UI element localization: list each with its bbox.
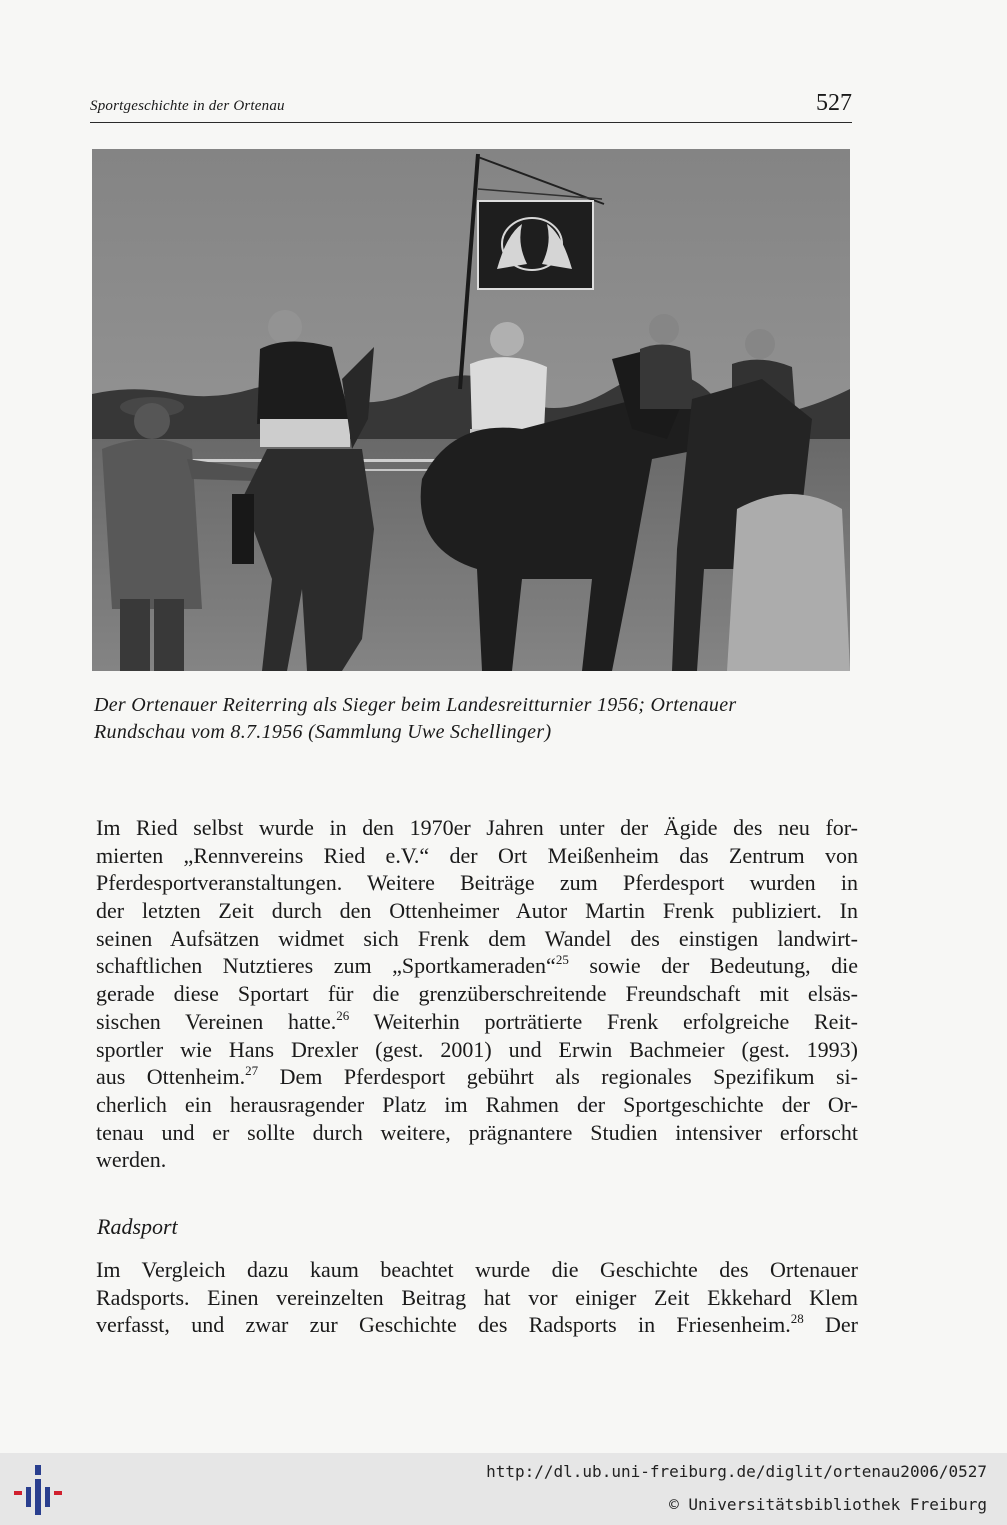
text-line: sportler wie Hans Drexler (gest. 2001) und Erwin Bachmeier (gest. 1993) (96, 1036, 858, 1062)
text-line: Pferdesportveranstaltungen. Weitere Beiträge zum Pferdesport wurden in (96, 870, 858, 896)
caption-line: Der Ortenauer Reiterring als Sieger beim Landesreitturnier 1956; Ortenauer (94, 694, 737, 716)
footnote-ref-26: 26 (336, 1007, 350, 1023)
text-line: werden. (96, 1147, 167, 1173)
riders-photo-image (92, 149, 850, 671)
text-line (96, 952, 858, 980)
text-line: tenau und er sollte durch weitere, prägnantere Studien intensiver erforscht (96, 1119, 858, 1145)
page-number: 527 (816, 90, 852, 116)
text-line (96, 1063, 858, 1091)
copyright-notice: © Universitätsbibliothek Freiburg (669, 1495, 987, 1514)
permalink-url[interactable]: http://dl.ub.uni-freiburg.de/diglit/ortenau2006/0527 (486, 1462, 987, 1481)
paragraph-radsport (96, 1256, 858, 1339)
text-line: mierten „Rennvereins Ried e.V.“ der Ort Meißenheim das Zentrum von (96, 842, 858, 868)
figure-photo (92, 149, 850, 671)
text-segment: sowie der Bedeutung, die (568, 953, 858, 979)
text-line (96, 1311, 858, 1339)
footnote-ref-27: 27 (245, 1063, 259, 1079)
running-head (90, 90, 852, 123)
text-line (96, 1008, 858, 1036)
text-line: Im Ried selbst wurde in den 1970er Jahren unter der Ägide des neu for- (96, 815, 858, 840)
footnote-ref-25: 25 (555, 952, 569, 968)
footnote-ref-28: 28 (790, 1311, 804, 1327)
text-line: Im Vergleich dazu kaum beachtet wurde die Geschichte des Ortenauer (96, 1257, 858, 1282)
text-segment: Der (803, 1312, 858, 1338)
text-segment: aus Ottenheim. (96, 1064, 246, 1090)
text-line: cherlich ein herausragender Platz im Rahmen der Sportgeschichte der Or- (96, 1091, 858, 1117)
text-segment: Dem Pferdesport gebührt als regionales Spezifikum si- (258, 1064, 858, 1090)
text-line: Radsports. Einen vereinzelten Beitrag hat vor einiger Zeit Ekkehard Klem (96, 1284, 858, 1310)
ub-freiburg-logo-icon[interactable] (12, 1465, 64, 1515)
text-segment: sischen Vereinen hatte. (96, 1008, 337, 1034)
text-line: seinen Aufsätzen widmet sich Frenk dem Wandel des einstigen landwirt- (96, 925, 858, 951)
running-title: Sportgeschichte in der Ortenau (90, 98, 285, 114)
figure-caption (94, 692, 854, 746)
viewer-footer (0, 1453, 1007, 1525)
text-line: der letzten Zeit durch den Ottenheimer Autor Martin Frenk publiziert. In (96, 898, 858, 924)
paragraph-pferdesport (96, 814, 858, 1174)
text-segment: schaftlichen Nutztieres zum „Sportkameraden“ (96, 953, 556, 979)
text-segment: verfasst, und zwar zur Geschichte des Radsports in Friesenheim. (96, 1312, 791, 1338)
caption-line: Rundschau vom 8.7.1956 (Sammlung Uwe Schellinger) (94, 721, 552, 743)
text-line: gerade diese Sportart für die grenzüberschreitende Freundschaft mit elsäs- (96, 981, 858, 1007)
section-heading-radsport: Radsport (97, 1214, 178, 1239)
text-segment: Weiterhin porträtierte Frenk erfolgreiche Reit- (349, 1008, 858, 1034)
